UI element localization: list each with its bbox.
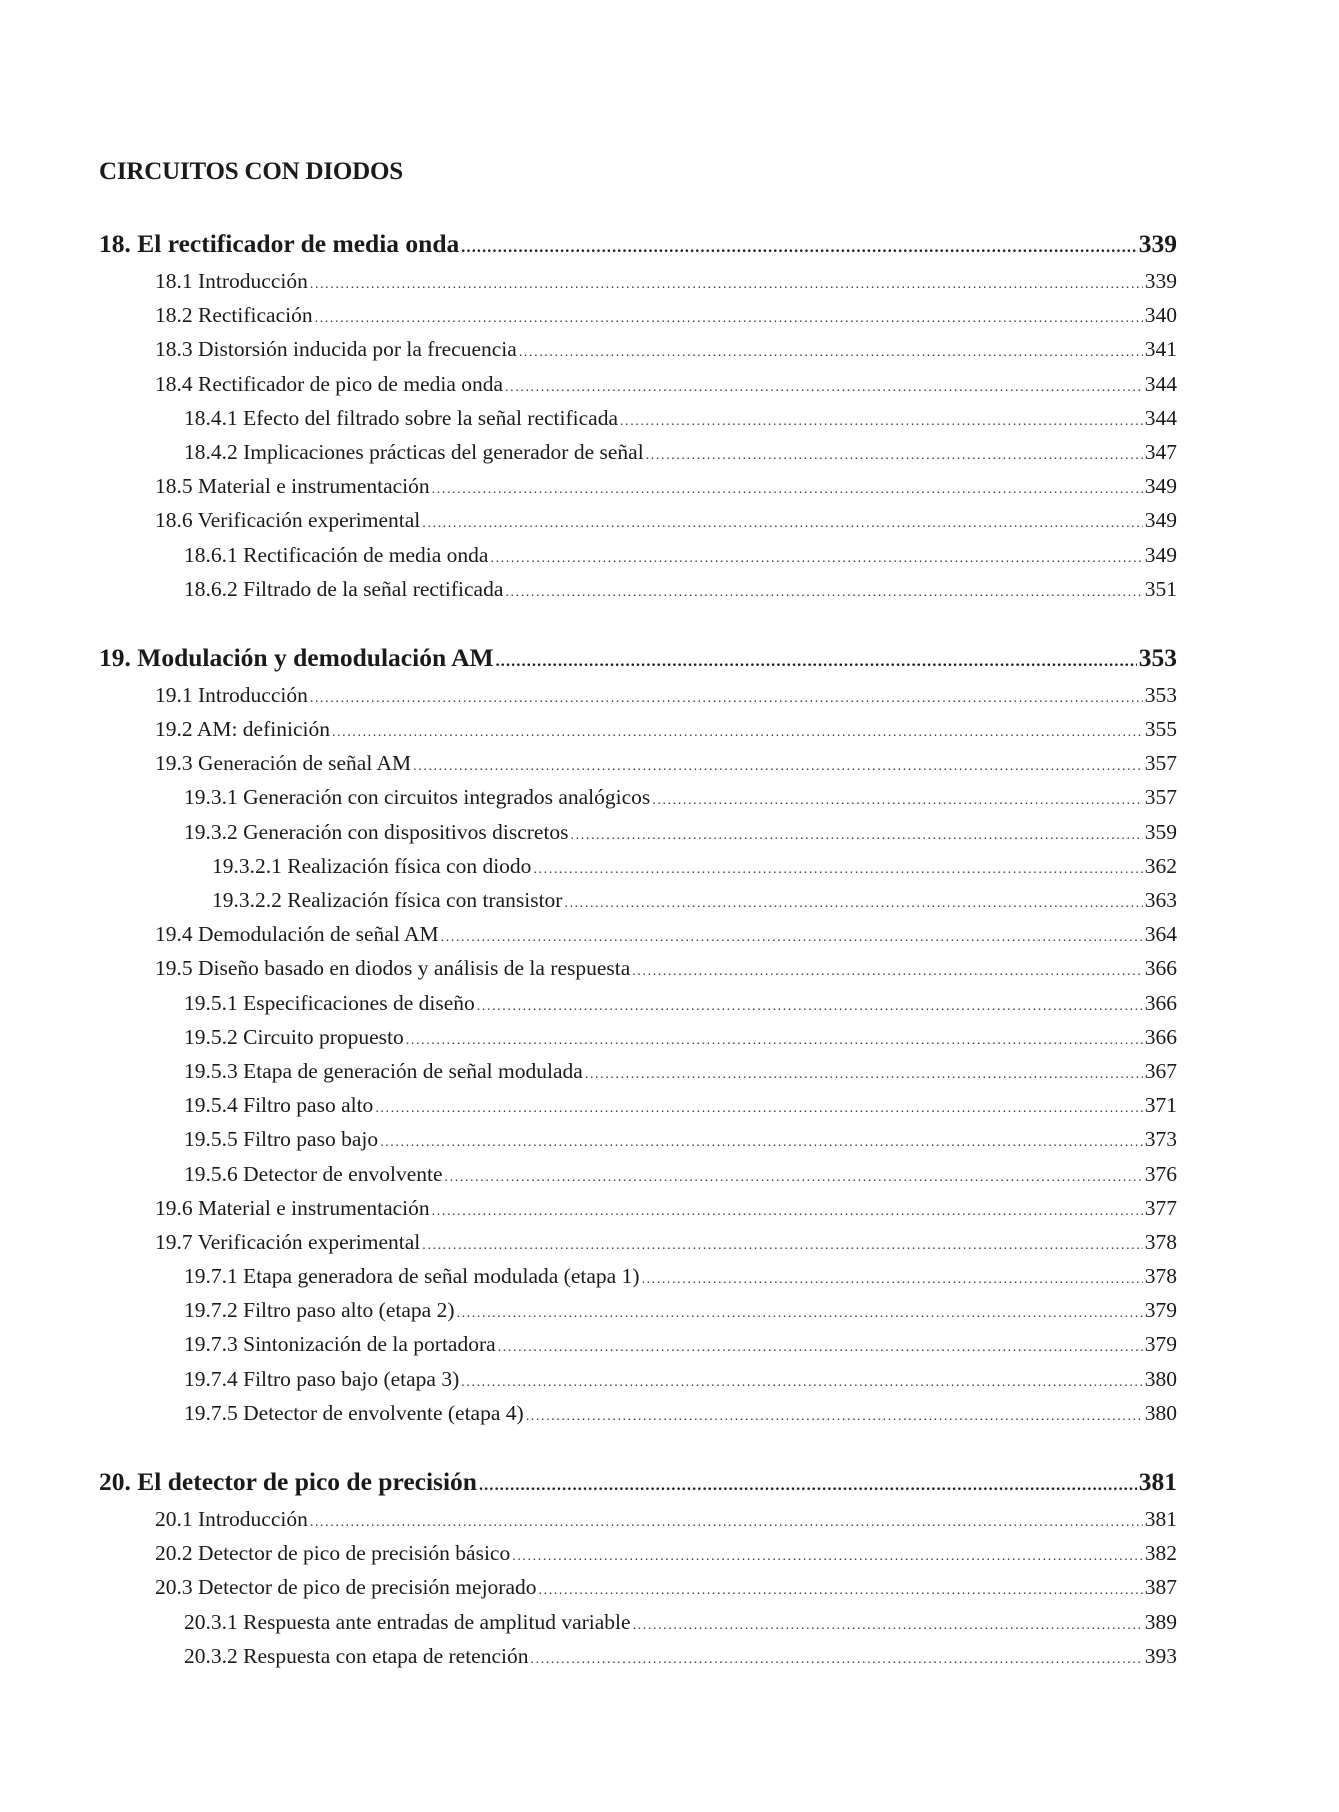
- page-number: 378: [1144, 1229, 1177, 1254]
- page-number: 353: [1144, 682, 1177, 707]
- entry-label: 19.3.1 Generación con circuitos integrados analógicos: [184, 785, 651, 810]
- leader-dots: [498, 1331, 1143, 1361]
- page-number: 355: [1144, 717, 1177, 742]
- leader-dots: [564, 887, 1142, 917]
- page-number: 379: [1144, 1298, 1177, 1323]
- page-number: 363: [1144, 888, 1177, 912]
- page-number: 341: [1144, 337, 1177, 362]
- entry-label: 19.5.4 Filtro paso alto: [184, 1093, 374, 1118]
- page-number: 344: [1144, 371, 1177, 396]
- toc-entry[interactable]: [99, 1396, 1177, 1430]
- entry-label: 19.3 Generación de señal AM: [155, 751, 412, 776]
- leader-dots: [632, 955, 1142, 985]
- toc-entry[interactable]: [99, 849, 1177, 883]
- leader-dots: [479, 1466, 1137, 1502]
- chapter-gap: [99, 606, 1177, 638]
- page-number: 387: [1144, 1575, 1177, 1600]
- toc-entry[interactable]: [99, 780, 1177, 814]
- chapter-gap: [99, 1430, 1177, 1462]
- leader-dots: [461, 1366, 1142, 1396]
- toc-entry[interactable]: [99, 746, 1177, 780]
- page-number: 359: [1144, 819, 1177, 844]
- toc-entry[interactable]: [99, 815, 1177, 849]
- entry-label: 19.5.1 Especificaciones de diseño: [184, 990, 475, 1015]
- page-number: 373: [1144, 1127, 1177, 1152]
- toc-entry[interactable]: [99, 1157, 1177, 1191]
- page-number: 339: [1138, 229, 1177, 258]
- toc-entry[interactable]: [99, 1570, 1177, 1604]
- page-number: 349: [1144, 542, 1177, 567]
- entry-label: 18.3 Distorsión inducida por la frecuencia: [155, 337, 517, 362]
- toc-entry[interactable]: [99, 883, 1177, 917]
- leader-dots: [461, 228, 1136, 264]
- leader-dots: [456, 1297, 1142, 1327]
- toc-entry[interactable]: [99, 1605, 1177, 1639]
- page-number: 362: [1144, 853, 1177, 878]
- entry-label: 18.6.2 Filtrado de la señal rectificada: [184, 576, 504, 601]
- page-number: 339: [1144, 269, 1177, 293]
- toc-entry[interactable]: [99, 1259, 1177, 1293]
- leader-dots: [422, 507, 1142, 537]
- leader-dots: [490, 542, 1142, 572]
- toc-entry[interactable]: [99, 1191, 1177, 1225]
- toc-entry[interactable]: [99, 1293, 1177, 1327]
- page-number: 378: [1144, 1264, 1177, 1289]
- page-number: 380: [1144, 1400, 1177, 1425]
- entry-label: 19.7.4 Filtro paso bajo (etapa 3): [184, 1366, 460, 1391]
- entry-label: 19.5.6 Detector de envolvente: [184, 1161, 443, 1186]
- entry-label: 20.3 Detector de pico de precisión mejorado: [155, 1575, 537, 1600]
- page-number: 349: [1144, 508, 1177, 533]
- toc-entry[interactable]: [99, 1536, 1177, 1570]
- toc-entry[interactable]: [99, 678, 1177, 712]
- entry-label: 20.1 Introducción: [155, 1507, 308, 1531]
- entry-label: 19.7.5 Detector de envolvente (etapa 4): [184, 1400, 524, 1425]
- toc-entry[interactable]: [99, 1122, 1177, 1156]
- page-number: 367: [1144, 1058, 1177, 1083]
- chapter-heading[interactable]: [99, 224, 1177, 264]
- toc-entry[interactable]: [99, 1054, 1177, 1088]
- leader-dots: [380, 1126, 1143, 1156]
- leader-dots: [652, 784, 1142, 814]
- page-number: 364: [1144, 922, 1177, 947]
- chapter-heading[interactable]: [99, 638, 1177, 678]
- page-number: 347: [1144, 439, 1177, 464]
- leader-dots: [530, 1643, 1142, 1673]
- leader-dots: [406, 1024, 1143, 1054]
- entry-label: 20.2 Detector de pico de precisión básico: [155, 1541, 511, 1566]
- leader-dots: [496, 642, 1137, 678]
- entry-label: 20. El detector de pico de precisión: [99, 1467, 477, 1496]
- toc-entry[interactable]: [99, 264, 1177, 298]
- table-of-contents: [99, 224, 1177, 1673]
- page-number: 344: [1144, 405, 1177, 430]
- page-number: 380: [1144, 1366, 1177, 1391]
- leader-dots: [526, 1400, 1143, 1430]
- leader-dots: [641, 1263, 1142, 1293]
- entry-label: 19.1 Introducción: [155, 682, 308, 707]
- page-number: 351: [1144, 576, 1177, 601]
- leader-dots: [315, 302, 1143, 332]
- chapter-heading[interactable]: [99, 1462, 1177, 1502]
- page-number: 382: [1144, 1541, 1177, 1566]
- toc-entry[interactable]: [99, 435, 1177, 469]
- entry-label: 19.3.2 Generación con dispositivos discretos: [184, 819, 569, 844]
- toc-entry[interactable]: [99, 332, 1177, 366]
- page-number: 357: [1144, 785, 1177, 810]
- leader-dots: [375, 1092, 1142, 1122]
- leader-dots: [571, 819, 1143, 849]
- entry-label: 18.2 Rectificación: [155, 303, 313, 328]
- page-number: 381: [1138, 1467, 1177, 1496]
- leader-dots: [519, 336, 1143, 366]
- entry-label: 18.4.1 Efecto del filtrado sobre la señal rectificada: [184, 405, 618, 430]
- toc-entry[interactable]: [99, 917, 1177, 951]
- leader-dots: [332, 716, 1143, 746]
- leader-dots: [477, 990, 1143, 1020]
- toc-entry[interactable]: [99, 1020, 1177, 1054]
- toc-entry[interactable]: [99, 298, 1177, 332]
- entry-label: 18.4 Rectificador de pico de media onda: [155, 371, 504, 396]
- toc-entry[interactable]: [99, 1362, 1177, 1396]
- page-number: 389: [1144, 1609, 1177, 1634]
- part-title: CIRCUITOS CON DIODOS: [99, 158, 403, 185]
- leader-dots: [445, 1161, 1143, 1191]
- toc-entry[interactable]: [99, 367, 1177, 401]
- entry-label: 19. Modulación y demodulación AM: [99, 642, 494, 672]
- page-number: 371: [1144, 1093, 1177, 1118]
- entry-label: 19.7 Verificación experimental: [155, 1229, 421, 1254]
- entry-label: 20.3.1 Respuesta ante entradas de amplitud variable: [184, 1609, 631, 1634]
- toc-entry[interactable]: [99, 1088, 1177, 1122]
- leader-dots: [432, 473, 1143, 503]
- entry-label: 18.5 Material e instrumentación: [155, 474, 430, 499]
- entry-label: 19.3.2.2 Realización física con transistor: [212, 888, 563, 912]
- leader-dots: [310, 1506, 1143, 1536]
- leader-dots: [646, 439, 1143, 469]
- entry-label: 19.4 Demodulación de señal AM: [155, 922, 439, 947]
- leader-dots: [505, 576, 1142, 606]
- entry-label: 18.6.1 Rectificación de media onda: [184, 542, 489, 567]
- toc-entry[interactable]: [99, 986, 1177, 1020]
- page-number: 349: [1144, 474, 1177, 499]
- entry-label: 19.7.2 Filtro paso alto (etapa 2): [184, 1298, 455, 1323]
- page-number: 366: [1144, 956, 1177, 981]
- toc-entry[interactable]: [99, 1327, 1177, 1361]
- page-number: 377: [1144, 1195, 1177, 1220]
- entry-label: 19.5.2 Circuito propuesto: [184, 1024, 404, 1049]
- toc-entry[interactable]: [99, 538, 1177, 572]
- entry-label: 19.5 Diseño basado en diodos y análisis de la respuesta: [155, 956, 631, 981]
- page-number: 357: [1144, 751, 1177, 776]
- leader-dots: [310, 268, 1143, 298]
- leader-dots: [533, 853, 1142, 883]
- toc-entry[interactable]: [99, 1225, 1177, 1259]
- leader-dots: [585, 1058, 1143, 1088]
- page-number: 340: [1144, 303, 1177, 328]
- toc-entry[interactable]: [99, 503, 1177, 537]
- leader-dots: [432, 1195, 1143, 1225]
- entry-label: 19.5.3 Etapa de generación de señal modulada: [184, 1058, 583, 1083]
- page-number: 379: [1144, 1332, 1177, 1357]
- toc-entry[interactable]: [99, 572, 1177, 606]
- page-number: 353: [1138, 642, 1177, 672]
- leader-dots: [310, 682, 1143, 712]
- leader-dots: [441, 921, 1143, 951]
- toc-entry[interactable]: [99, 401, 1177, 435]
- entry-label: 19.6 Material e instrumentación: [155, 1195, 430, 1220]
- entry-label: 18. El rectificador de media onda: [99, 229, 460, 258]
- page-number: 393: [1144, 1643, 1177, 1668]
- toc-entry[interactable]: [99, 712, 1177, 746]
- leader-dots: [633, 1609, 1143, 1639]
- leader-dots: [505, 371, 1143, 401]
- toc-entry[interactable]: [99, 1502, 1177, 1536]
- entry-label: 19.7.1 Etapa generadora de señal modulada (etapa 1): [184, 1264, 640, 1289]
- entry-label: 18.4.2 Implicaciones prácticas del generador de señal: [184, 439, 644, 464]
- leader-dots: [512, 1540, 1143, 1570]
- entry-label: 19.5.5 Filtro paso bajo: [184, 1127, 379, 1152]
- page-number: 366: [1144, 990, 1177, 1015]
- toc-entry[interactable]: [99, 469, 1177, 503]
- toc-entry[interactable]: [99, 951, 1177, 985]
- page-number: 376: [1144, 1161, 1177, 1186]
- page-number: 381: [1144, 1507, 1177, 1531]
- entry-label: 19.3.2.1 Realización física con diodo: [212, 853, 532, 878]
- leader-dots: [620, 405, 1143, 435]
- entry-label: 19.2 AM: definición: [155, 717, 330, 742]
- page-number: 366: [1144, 1024, 1177, 1049]
- leader-dots: [539, 1574, 1143, 1604]
- entry-label: 18.1 Introducción: [155, 269, 308, 293]
- entry-label: 19.7.3 Sintonización de la portadora: [184, 1332, 496, 1357]
- toc-entry[interactable]: [99, 1639, 1177, 1673]
- entry-label: 20.3.2 Respuesta con etapa de retención: [184, 1643, 529, 1668]
- leader-dots: [413, 750, 1143, 780]
- leader-dots: [422, 1229, 1142, 1259]
- entry-label: 18.6 Verificación experimental: [155, 508, 421, 533]
